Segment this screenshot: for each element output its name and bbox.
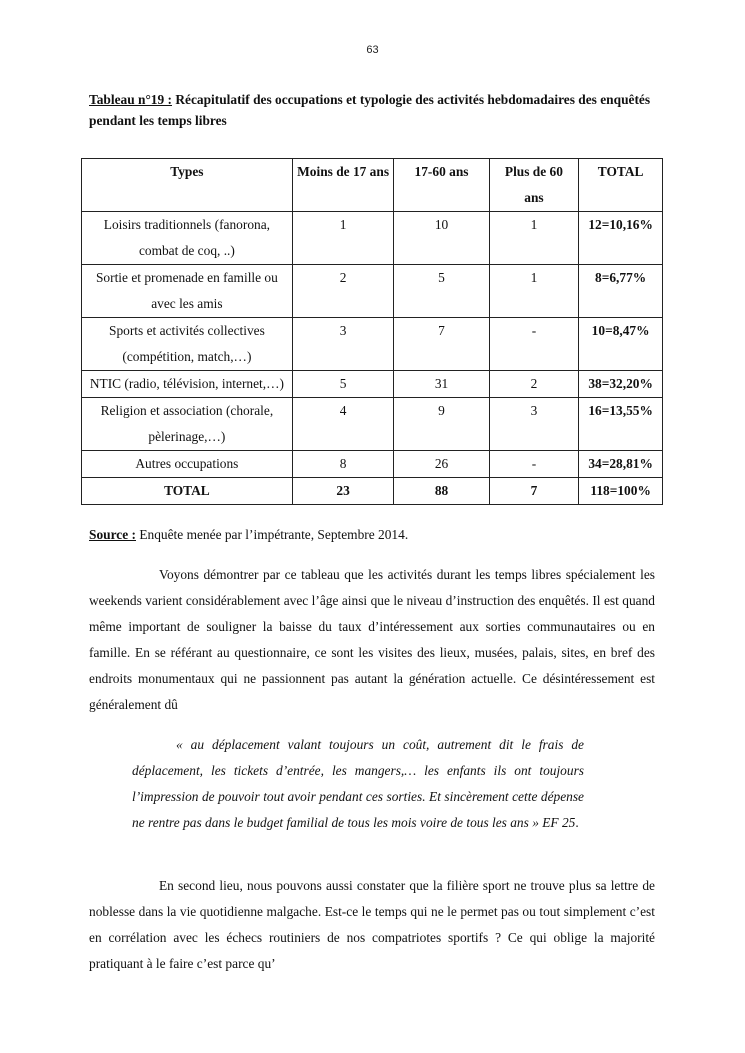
cell-total: 12=10,16% <box>579 212 663 265</box>
table-row <box>82 212 663 265</box>
table-row <box>82 398 663 451</box>
table-source <box>89 527 408 543</box>
header-types: Types <box>82 159 293 212</box>
cell-moins: 4 <box>292 398 394 451</box>
total-overall: 118=100% <box>579 478 663 505</box>
table-row <box>82 451 663 478</box>
cell-mid: 31 <box>394 371 489 398</box>
cell-moins: 8 <box>292 451 394 478</box>
cell-mid: 26 <box>394 451 489 478</box>
cell-plus: 1 <box>489 265 579 318</box>
cell-moins: 5 <box>292 371 394 398</box>
quote-end: . <box>575 815 579 830</box>
cell-type: Religion et association (chorale, pèlerinage,…) <box>82 398 293 451</box>
table-header-row <box>82 159 663 212</box>
source-text: Enquête menée par l’impétrante, Septembre 2014. <box>136 527 409 542</box>
cell-total: 34=28,81% <box>579 451 663 478</box>
cell-plus: 1 <box>489 212 579 265</box>
table-row <box>82 265 663 318</box>
cell-moins: 1 <box>292 212 394 265</box>
cell-plus: - <box>489 318 579 371</box>
cell-plus: - <box>489 451 579 478</box>
interview-quote <box>132 732 584 836</box>
cell-type: Sortie et promenade en famille ou avec les amis <box>82 265 293 318</box>
total-mid: 88 <box>394 478 489 505</box>
cell-total: 38=32,20% <box>579 371 663 398</box>
total-moins: 23 <box>292 478 394 505</box>
cell-plus: 2 <box>489 371 579 398</box>
cell-type: Autres occupations <box>82 451 293 478</box>
total-plus: 7 <box>489 478 579 505</box>
caption-label: Tableau n°19 : <box>89 92 172 107</box>
page-number: 63 <box>366 44 379 56</box>
cell-type: NTIC (radio, télévision, internet,…) <box>82 371 293 398</box>
body-paragraph-2: En second lieu, nous pouvons aussi constater que la filière sport ne trouve plus sa lettre de noblesse dans la vie quotidienne malgache. Est-ce le temps qui ne le permet pas ou tout simplement c’est en corrélation avec les échecs routiniers de nos compatriotes sportifs ? Ce qui oblige la majorité pratiquant à le faire c’est parce qu’ <box>89 878 655 971</box>
header-plus-60: Plus de 60 ans <box>489 159 579 212</box>
table-caption <box>89 89 664 131</box>
cell-total: 10=8,47% <box>579 318 663 371</box>
table-row <box>82 371 663 398</box>
occupations-table <box>81 158 663 505</box>
cell-plus: 3 <box>489 398 579 451</box>
body-paragraph-1: Voyons démontrer par ce tableau que les activités durant les temps libres spécialement les weekends varient considérablement avec l’âge ainsi que le niveau d’instruction des enquêtés. Il est quand même important de souligner la baisse du taux d’intéressement aux sorties communautaires ou en famille. En se référant au questionnaire, ce sont les visites des lieux, musées, palais, sites, en bref des endroits monumentaux qui ne passionnent pas autant la génération actuelle. Ce désintéressement est généralement dû <box>89 567 655 712</box>
header-total: TOTAL <box>579 159 663 212</box>
cell-mid: 9 <box>394 398 489 451</box>
source-label: Source : <box>89 527 136 542</box>
cell-total: 16=13,55% <box>579 398 663 451</box>
cell-type: Sports et activités collectives (compétition, match,…) <box>82 318 293 371</box>
cell-mid: 7 <box>394 318 489 371</box>
header-17-60: 17-60 ans <box>394 159 489 212</box>
caption-text: Récapitulatif des occupations et typologie des activités hebdomadaires des enquêtés pendant les temps libres <box>89 92 651 128</box>
table-total-row <box>82 478 663 505</box>
cell-moins: 2 <box>292 265 394 318</box>
cell-moins: 3 <box>292 318 394 371</box>
cell-total: 8=6,77% <box>579 265 663 318</box>
quote-text: « au déplacement valant toujours un coût, autrement dit le frais de déplacement, les tickets d’entrée, les mangers,… les enfants ils ont toujours l’impression de pouvoir tout avoir pendant ces sorties. Et sincèrement cette dépense ne rentre pas dans le budget familial de tous les mois voire de tous les ans » EF 25 <box>132 737 584 830</box>
table-row <box>82 318 663 371</box>
cell-mid: 10 <box>394 212 489 265</box>
total-label: TOTAL <box>82 478 293 505</box>
cell-mid: 5 <box>394 265 489 318</box>
header-moins-17: Moins de 17 ans <box>292 159 394 212</box>
cell-type: Loisirs traditionnels (fanorona, combat de coq, ..) <box>82 212 293 265</box>
